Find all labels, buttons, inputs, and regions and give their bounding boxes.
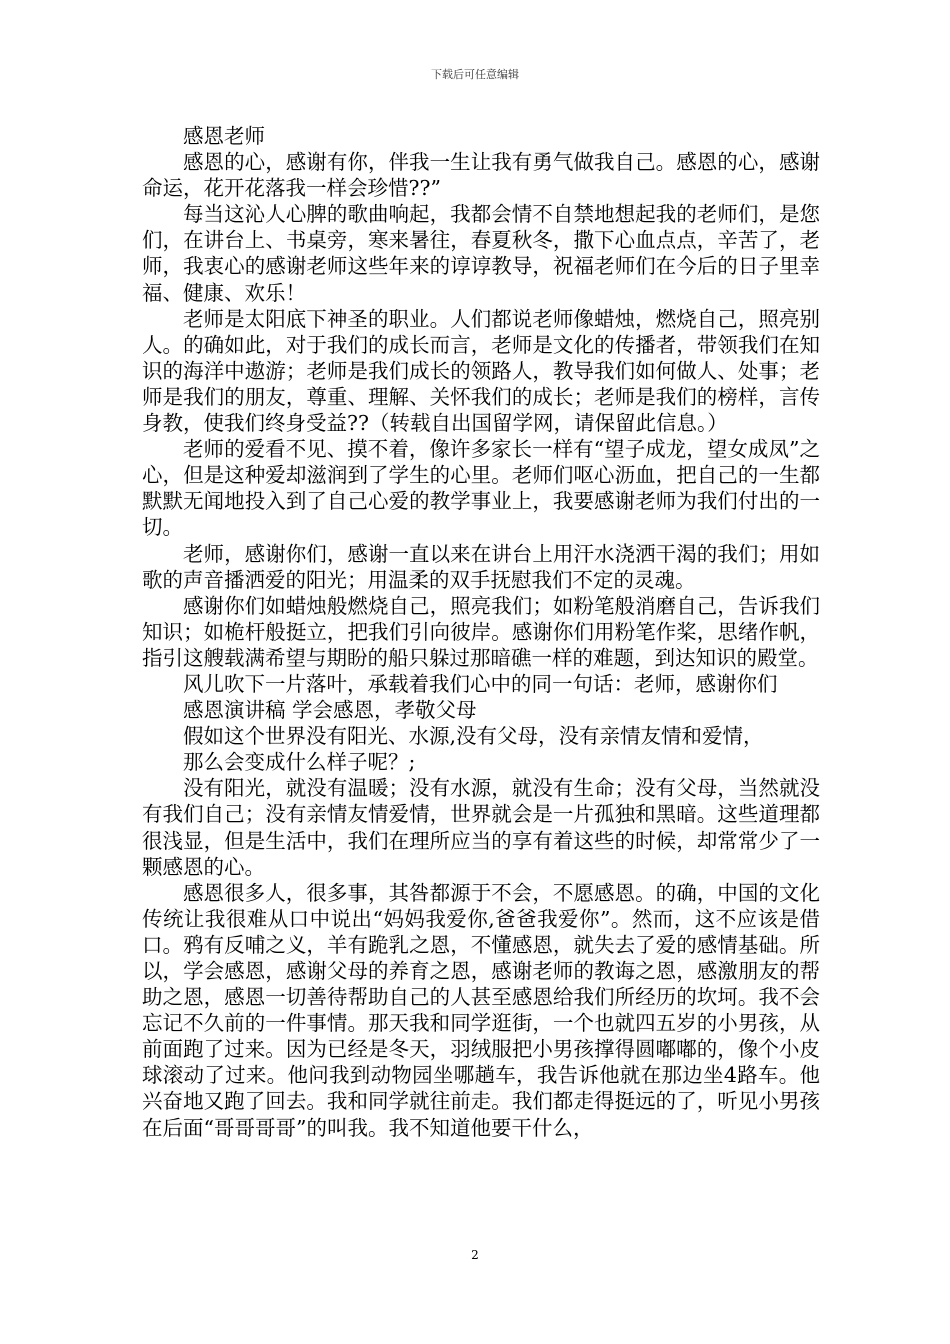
paragraph: 感谢你们如蜡烛般燃烧自己，照亮我们；如粉笔般消磨自己，告诉我们知识；如桅杆般挺立，把我们引向彼岸。感谢你们用粉笔作桨，思绪作帆，指引这艘载满希望与期盼的船只躲过那暗礁一样的难题，到达知识的殿堂。 xyxy=(142,593,820,670)
page-header: 下载后可任意编辑 xyxy=(431,68,519,81)
page-number: 2 xyxy=(471,1248,479,1262)
paragraph: 感恩的心，感谢有你，伴我一生让我有勇气做我自己。感恩的心，感谢命运，花开花落我一样会珍惜??” xyxy=(142,150,820,201)
paragraph: 每当这沁人心脾的歌曲响起，我都会情不自禁地想起我的老师们，是您们，在讲台上、书桌旁，寒来暑往，春夏秋冬，撒下心血点点，辛苦了，老师，我衷心的感谢老师这些年来的谆谆教导，祝福老师们在今后的日子里幸福、健康、欢乐！ xyxy=(142,202,820,305)
paragraph: 风儿吹下一片落叶，承载着我们心中的同一句话：老师，感谢你们 xyxy=(183,671,778,696)
paragraph: 老师是太阳底下神圣的职业。人们都说老师像蜡烛，燃烧自己，照亮别人。的确如此，对于我们的成长而言，老师是文化的传播者，带领我们在知识的海洋中遨游；老师是我们成长的领路人，教导我们如何做人、处事；老师是我们的朋友，尊重、理解、关怀我们的成长；老师是我们的榜样，言传身教，使我们终身受益??（转载自出国留学网，请保留此信息。） xyxy=(142,306,820,436)
paragraph: 感恩很多人，很多事，其咎都源于不会，不愿感恩。的确，中国的文化传统让我很难从口中说出“妈妈我爱你,爸爸我爱你”。然而，这不应该是借口。鸦有反哺之义，羊有跪乳之恩，不懂感恩，就失去了爱的感情基础。所以，学会感恩，感谢父母的养育之恩，感谢老师的教诲之恩，感激朋友的帮助之恩，感恩一切善待帮助自己的人甚至感恩给我们所经历的坎坷。我不会忘记不久前的一件事情。那天我和同学逛街，一个也就四五岁的小男孩，从前面跑了过来。因为已经是冬天，羽绒服把小男孩撑得圆嘟嘟的，像个小皮球滚动了过来。他问我到动物园坐哪趟车，我告诉他就在那边坐4路车。他兴奋地又跑了回去。我和同学就往前走。我们都走得挺远的了，听见小男孩在后面“哥哥哥哥”的叫我。我不知道他要干什么， xyxy=(142,880,820,1140)
paragraph: 老师，感谢你们，感谢一直以来在讲台上用汗水浇洒干渴的我们；用如歌的声音播洒爱的阳光；用温柔的双手抚慰我们不定的灵魂。 xyxy=(142,541,820,592)
paragraph: 假如这个世界没有阳光、水源,没有父母，没有亲情友情和爱情， xyxy=(183,724,764,749)
paragraph: 那么会变成什么样子呢？; xyxy=(183,750,416,775)
document-title: 感恩老师 xyxy=(183,124,265,148)
paragraph: 没有阳光，就没有温暖；没有水源，就没有生命；没有父母，当然就没有我们自己；没有亲情友情爱情，世界就会是一片孤独和黑暗。这些道理都很浅显，但是生活中，我们在理所应当的享有着这些的时候，却常常少了一颗感恩的心。 xyxy=(142,776,820,879)
paragraph: 老师的爱看不见、摸不着，像许多家长一样有“望子成龙，望女成凤”之心，但是这种爱却滋润到了学生的心里。老师们呕心沥血，把自己的一生都默默无闻地投入到了自己心爱的教学事业上，我要感谢老师为我们付出的一切。 xyxy=(142,437,820,540)
document-body xyxy=(142,123,820,1141)
section-heading: 感恩演讲稿 学会感恩，孝敬父母 xyxy=(183,698,477,723)
